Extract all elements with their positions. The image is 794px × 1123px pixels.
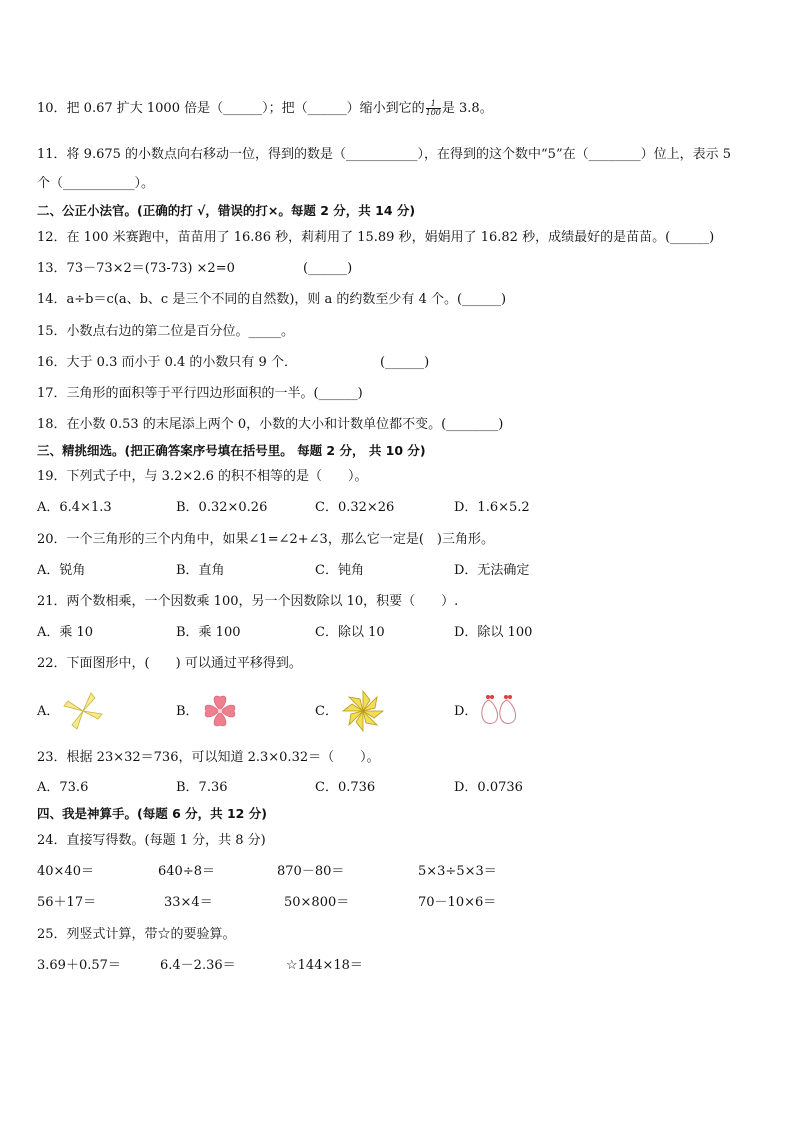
question-19-option-c[interactable]: C．0.32×26 xyxy=(315,500,395,515)
section-4-heading: 四、我是神算手。(每题 6 分，共 12 分) xyxy=(37,806,267,821)
question-20: 20．一个三角形的三个内角中，如果∠1=∠2+∠3，那么它一定是( )三角形。 xyxy=(37,532,494,547)
question-23-option-d[interactable]: D．0.0736 xyxy=(454,780,523,795)
question-21-option-c[interactable]: C．除以 10 xyxy=(315,625,385,640)
question-22-option-b[interactable]: B． xyxy=(176,704,199,719)
calc-item: 40×40＝ xyxy=(37,864,94,879)
question-19: 19．下列式子中，与 3.2×2.6 的积不相等的是（ ）。 xyxy=(37,469,368,484)
calc-item: 50×800＝ xyxy=(284,895,350,910)
question-10-text-a: 10．把 0.67 扩大 1000 倍是（______）；把（______）缩小到它的 xyxy=(37,101,425,116)
question-21: 21．两个数相乘，一个因数乘 100，另一个因数除以 10，积要（ ）. xyxy=(37,594,459,609)
section-2-heading: 二、公正小法官。(正确的打 √，错误的打×。每题 2 分，共 14 分) xyxy=(37,203,416,218)
question-22-option-d[interactable]: D． xyxy=(454,704,478,719)
question-16-text: 16．大于 0.3 而小于 0.4 的小数只有 9 个． xyxy=(37,355,297,370)
vertical-calc-item: 3.69＋0.57＝ xyxy=(37,958,121,973)
calc-item: 870－80＝ xyxy=(277,864,345,879)
vertical-calc-item: ☆144×18＝ xyxy=(286,958,363,973)
question-16 xyxy=(37,354,430,372)
question-13 xyxy=(37,260,353,278)
question-19-option-b[interactable]: B．0.32×0.26 xyxy=(176,500,268,515)
question-23: 23．根据 23×32＝736，可以知道 2.3×0.32＝（ ）。 xyxy=(37,750,380,765)
question-19-option-a[interactable]: A．6.4×1.3 xyxy=(37,500,112,515)
question-23-option-a[interactable]: A．73.6 xyxy=(37,780,89,795)
question-23-option-b[interactable]: B．7.36 xyxy=(176,780,228,795)
question-11-line-1: 11．将 9.675 的小数点向右移动一位，得到的数是（___________），在得到的这个数中“5”在（________）位上，表示 5 xyxy=(37,147,731,162)
question-13-blank[interactable]: (______) xyxy=(303,261,353,276)
vertical-calc-item: 6.4－2.36＝ xyxy=(160,958,236,973)
star-pinwheel-yellow-icon xyxy=(340,688,386,734)
question-15: 15．小数点右边的第二位是百分位。_____。 xyxy=(37,324,295,339)
question-22: 22．下面图形中，( ) 可以通过平移得到。 xyxy=(37,656,302,671)
question-16-blank[interactable]: (______) xyxy=(380,355,430,370)
question-20-option-d[interactable]: D．无法确定 xyxy=(454,563,530,578)
question-12: 12．在 100 米赛跑中，苗苗用了 16.86 秒，莉莉用了 15.89 秒，娟娟用了 16.82 秒，成绩最好的是苗苗。(______) xyxy=(37,230,715,245)
twin-birds-outline-icon xyxy=(477,692,523,728)
calc-item: 5×3÷5×3＝ xyxy=(418,864,497,879)
calc-item: 70－10×6＝ xyxy=(418,895,497,910)
question-18: 18．在小数 0.53 的末尾添上两个 0，小数的大小和计数单位都不变。(________) xyxy=(37,417,504,432)
question-22-option-c[interactable]: C． xyxy=(315,704,338,719)
question-20-option-a[interactable]: A．锐角 xyxy=(37,563,86,578)
question-23-option-c[interactable]: C．0.736 xyxy=(315,780,376,795)
calc-item: 56＋17＝ xyxy=(37,895,97,910)
question-21-option-b[interactable]: B．乘 100 xyxy=(176,625,241,640)
calc-item: 33×4＝ xyxy=(164,895,213,910)
calc-item: 640÷8＝ xyxy=(158,864,215,879)
pinwheel-yellow-icon xyxy=(61,690,105,732)
question-13-text: 13．73－73×2＝(73-73) ×2=0 xyxy=(37,261,235,276)
heart-flower-pink-icon xyxy=(198,689,242,733)
question-10 xyxy=(37,100,493,118)
question-22-option-a[interactable]: A． xyxy=(37,704,60,719)
fraction-one-hundredth: $\frac{1}{100}$ xyxy=(425,99,441,117)
question-20-option-b[interactable]: B．直角 xyxy=(176,563,225,578)
question-11-line-2: 个（___________）。 xyxy=(37,176,155,191)
question-21-option-a[interactable]: A．乘 10 xyxy=(37,625,94,640)
question-20-option-c[interactable]: C．钝角 xyxy=(315,563,364,578)
question-14: 14．a÷b＝c(a、b、c 是三个不同的自然数)，则 a 的约数至少有 4 个。(______) xyxy=(37,292,507,307)
section-3-heading: 三、精挑细选。(把正确答案序号填在括号里。 每题 2 分， 共 10 分) xyxy=(37,443,426,458)
question-25: 25．列竖式计算，带☆的要验算。 xyxy=(37,927,236,942)
question-19-option-d[interactable]: D．1.6×5.2 xyxy=(454,500,530,515)
question-21-option-d[interactable]: D．除以 100 xyxy=(454,625,533,640)
question-24: 24．直接写得数。(每题 1 分，共 8 分) xyxy=(37,833,266,848)
question-17: 17．三角形的面积等于平行四边形面积的一半。(______) xyxy=(37,386,363,401)
question-10-text-b: 是 3.8。 xyxy=(441,101,493,116)
